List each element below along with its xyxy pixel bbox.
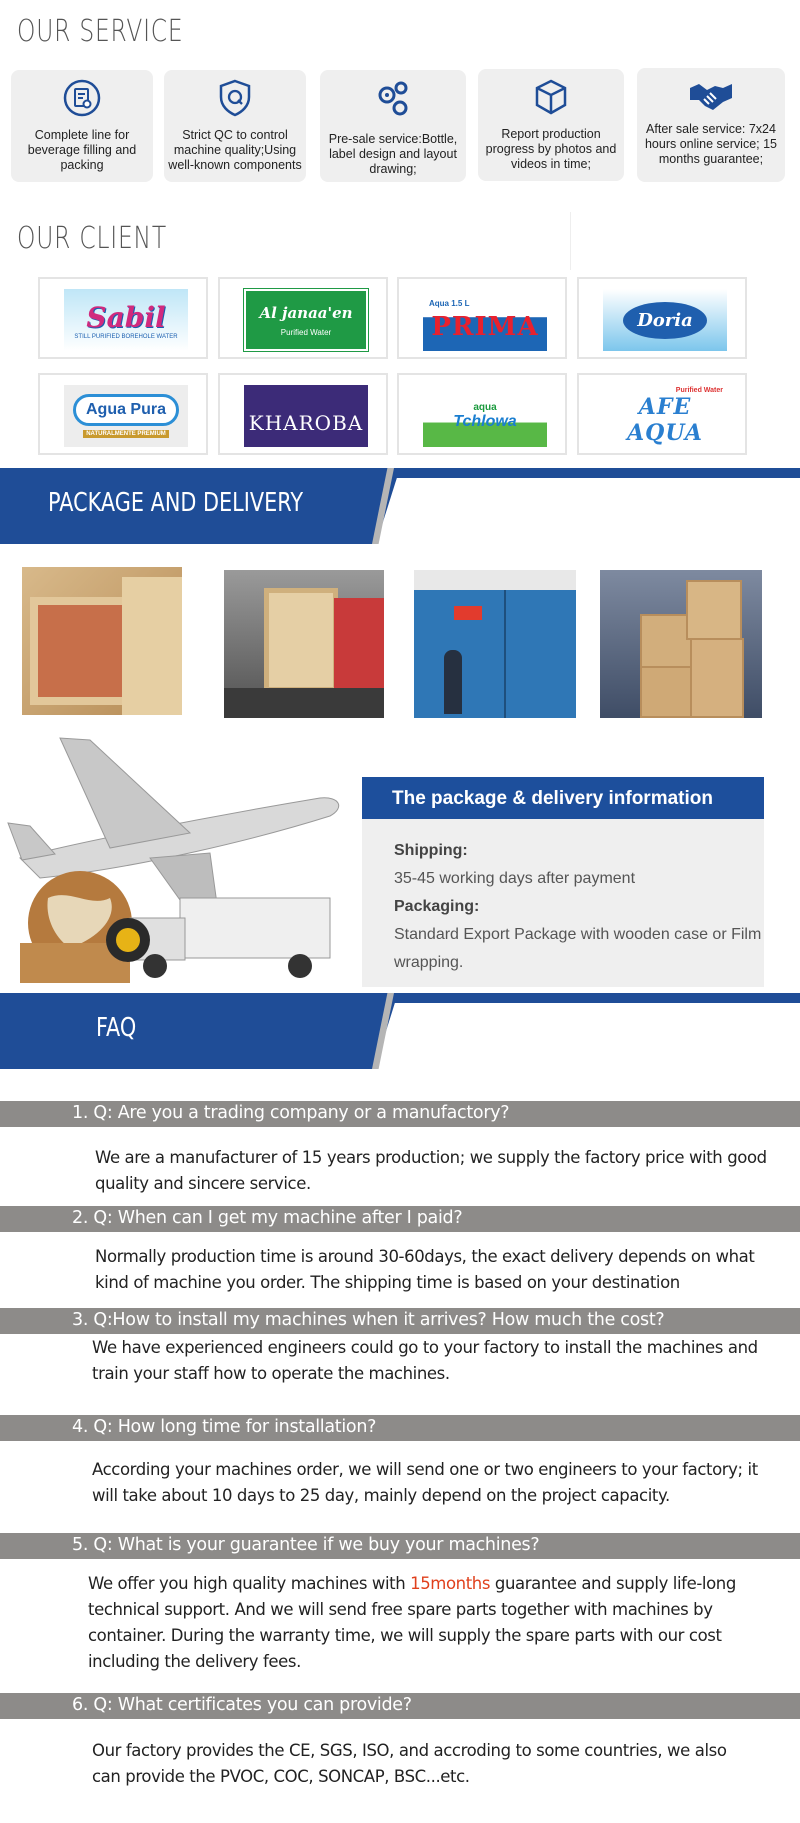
faq-answer-1: We are a manufacturer of 15 years production; we supply the factory price with good quality and sincere service. [95,1148,767,1193]
logo-text: AFE AQUA [627,393,703,446]
package-info-title-text: The package & delivery information [392,788,713,809]
logo-text: KHAROBA [248,411,364,435]
service-section-title: OUR SERVICE [17,14,184,49]
logo-subtext: Aqua 1.5 L [429,298,470,308]
service-card-qc [164,70,306,182]
airplane-truck-illustration [0,728,362,990]
faq-question-3: 3. Q:How to install my machines when it arrives? How much the cost? [0,1308,800,1334]
logo-subtext: Purified Water [675,386,723,394]
handshake-icon [687,76,735,116]
package-info-panel [362,819,764,987]
client-section-title: OUR CLIENT [17,221,167,256]
service-card-text: Report production progress by photos and videos in time; [485,127,617,171]
photo-stacked-crates [600,570,762,718]
client-logo-aguapura [38,373,208,455]
faq-answer-5-pre: We offer you high quality machines with [88,1574,411,1593]
faq-answer-3: We have experienced engineers could go to your factory to install the machines and train your staff how to operate the machines. [92,1338,758,1383]
photo-crate-on-truck [224,570,384,718]
faq-answer-5-post: guarantee and supply life-long technical support. And we will send free spare parts together with machines by container. During the warranty time, we will supply the spare parts with our cost including the delivery fees. [88,1574,736,1671]
guarantee-highlight: 15months [410,1574,491,1593]
packaging-label: Packaging: [394,898,480,915]
client-logo-tchlowa [397,373,567,455]
logo-subtext: NATURALMENTE PREMIUM [83,430,169,438]
logo-subtext: aqua [473,401,497,413]
certificate-document-icon [62,78,102,118]
service-card-aftersale [637,68,785,182]
faq-question-4: 4. Q: How long time for installation? [0,1415,800,1441]
logo-text: Agua Pura [73,394,179,426]
client-logo-sabil [38,277,208,359]
logo-text: Tchlowa [453,412,517,430]
service-card-text: Pre-sale service:Bottle, label design and layout drawing; [328,132,458,176]
package-section-title: PACKAGE AND DELIVERY [48,488,304,518]
service-card-report [478,69,624,181]
faq-question-2: 2. Q: When can I get my machine after I paid? [0,1206,800,1232]
service-card-text: Strict QC to control machine quality;Using well-known components [168,128,302,172]
faq-question-6: 6. Q: What certificates you can provide? [0,1693,800,1719]
logo-text: Sabil [86,300,166,334]
logo-text: Doria [623,302,707,339]
client-logo-afeaqua [577,373,747,455]
faq-banner [0,993,800,1069]
service-card-text: Complete line for beverage filling and packing [27,128,137,172]
shipping-label: Shipping: [394,842,468,859]
client-logo-doria [577,277,747,359]
logo-text: Al janaa'en [259,303,353,322]
logo-subtext: Purified Water [280,327,332,337]
photo-wooden-crates [22,567,182,715]
faq-answer-2: Normally production time is around 30-60days, the exact delivery depends on what kind of machine you order. The shipping time is based on your destination [95,1247,755,1292]
faq-question-1: 1. Q: Are you a trading company or a manufactory? [0,1101,800,1127]
faq-answer-5 [88,1571,748,1675]
packaging-value: Standard Export Package with wooden case or Film wrapping. [394,926,762,971]
service-card-text: After sale service: 7x24 hours online service; 15 months guarantee; [644,122,778,166]
client-logo-prima [397,277,567,359]
package-info-title [362,777,764,819]
faq-answer-6: Our factory provides the CE, SGS, ISO, and accroding to some countries, we also can provide the PVOC, COC, SONCAP, BSC...etc. [92,1741,727,1786]
shipping-value: 35-45 working days after payment [394,870,636,887]
box-icon [531,77,571,117]
faq-section-title: FAQ [96,1013,137,1043]
client-logo-aljanaaen [218,277,388,359]
gears-icon [372,78,414,120]
logo-text: PRIMA [431,311,539,342]
logo-subtext: STILL PURIFIED BOREHOLE WATER [74,333,178,340]
faq-answer-4: According your machines order, we will send one or two engineers to your factory; it will take about 10 days to 25 day, mainly depend on the project capacity. [92,1460,758,1505]
quality-shield-icon [215,78,255,118]
faq-question-5: 5. Q: What is your guarantee if we buy your machines? [0,1533,800,1559]
client-logo-kharoba [218,373,388,455]
service-card-complete-line [11,70,153,182]
service-card-presale [320,70,466,182]
package-banner [0,468,800,544]
photo-shipping-container [414,570,576,718]
